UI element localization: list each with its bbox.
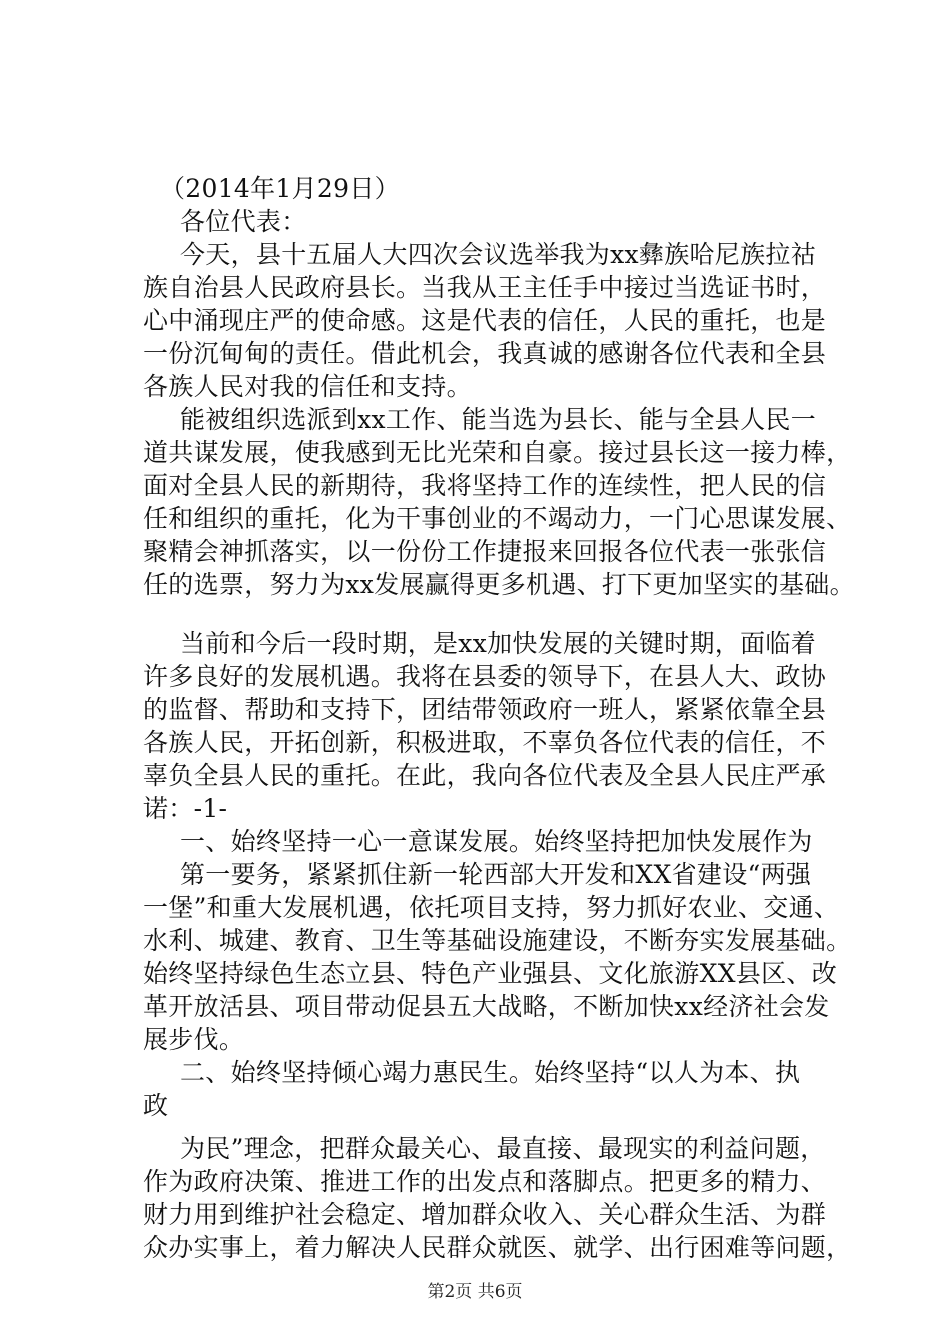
paragraph-4-line-6: 革开放活县、项目带动促县五大战略，不断加快xx经济社会发 xyxy=(143,992,830,1021)
paragraph-4-line-2: 第一要务，紧紧抓住新一轮西部大开发和XX省建设“两强 xyxy=(180,860,812,889)
paragraph-1-line-3: 心中涌现庄严的使命感。这是代表的信任，人民的重托，也是 xyxy=(143,306,827,335)
paragraph-1-line-4: 一份沉甸甸的责任。借此机会，我真诚的感谢各位代表和全县 xyxy=(143,339,827,368)
paragraph-3-line-3: 的监督、帮助和支持下，团结带领政府一班人，紧紧依靠全县 xyxy=(143,695,827,724)
date-line: （2014年1月29日） xyxy=(160,174,400,203)
paragraph-5-line-1: 二、始终坚持倾心竭力惠民生。始终坚持“以人为本、执 xyxy=(180,1058,801,1087)
paragraph-2-line-6: 任的选票，努力为xx发展赢得更多机遇、打下更加坚实的基础。 xyxy=(143,570,855,599)
paragraph-5-line-6: 众办实事上，着力解决人民群众就医、就学、出行困难等问题， xyxy=(143,1233,852,1262)
paragraph-2-line-3: 面对全县人民的新期待，我将坚持工作的连续性，把人民的信 xyxy=(143,471,827,500)
paragraph-1-line-2: 族自治县人民政府县长。当我从王主任手中接过当选证书时， xyxy=(143,273,827,302)
paragraph-5-line-5: 财力用到维护社会稳定、增加群众收入、关心群众生活、为群 xyxy=(143,1200,827,1229)
paragraph-1-line-1: 今天，县十五届人大四次会议选举我为xx彝族哈尼族拉祜 xyxy=(180,240,817,269)
paragraph-4-line-3: 一堡”和重大发展机遇，依托项目支持，努力抓好农业、交通、 xyxy=(143,893,840,922)
salutation: 各位代表： xyxy=(180,207,307,236)
paragraph-3-line-4: 各族人民，开拓创新，积极进取，不辜负各位代表的信任，不 xyxy=(143,728,827,757)
paragraph-3-line-5: 辜负全县人民的重托。在此，我向各位代表及全县人民庄严承 xyxy=(143,761,827,790)
paragraph-3-line-1: 当前和今后一段时期，是xx加快发展的关键时期，面临着 xyxy=(180,629,817,658)
page-footer: 第2页 共6页 xyxy=(427,1282,523,1302)
paragraph-5-line-2: 政 xyxy=(143,1091,169,1120)
paragraph-2-line-1: 能被组织选派到xx工作、能当选为县长、能与全县人民一 xyxy=(180,405,817,434)
paragraph-5-line-3: 为民”理念，把群众最关心、最直接、最现实的利益问题， xyxy=(180,1134,826,1163)
paragraph-2-line-4: 任和组织的重托，化为干事创业的不竭动力，一门心思谋发展、 xyxy=(143,504,852,533)
paragraph-5-line-4: 作为政府决策、推进工作的出发点和落脚点。把更多的精力、 xyxy=(143,1167,827,1196)
paragraph-4-line-1: 一、始终坚持一心一意谋发展。始终坚持把加快发展作为 xyxy=(180,827,813,856)
paragraph-1-line-5: 各族人民对我的信任和支持。 xyxy=(143,372,472,401)
paragraph-4-line-4: 水利、城建、教育、卫生等基础设施建设，不断夯实发展基础。 xyxy=(143,926,852,955)
paragraph-2-line-5: 聚精会神抓落实，以一份份工作捷报来回报各位代表一张张信 xyxy=(143,537,827,566)
paragraph-3-line-2: 许多良好的发展机遇。我将在县委的领导下，在县人大、政协 xyxy=(143,662,827,691)
paragraph-3-line-6: 诺：-1- xyxy=(143,794,228,823)
paragraph-4-line-5: 始终坚持绿色生态立县、特色产业强县、文化旅游XX县区、改 xyxy=(143,959,837,988)
paragraph-4-line-7: 展步伐。 xyxy=(143,1025,245,1054)
paragraph-2-line-2: 道共谋发展，使我感到无比光荣和自豪。接过县长这一接力棒， xyxy=(143,438,852,467)
